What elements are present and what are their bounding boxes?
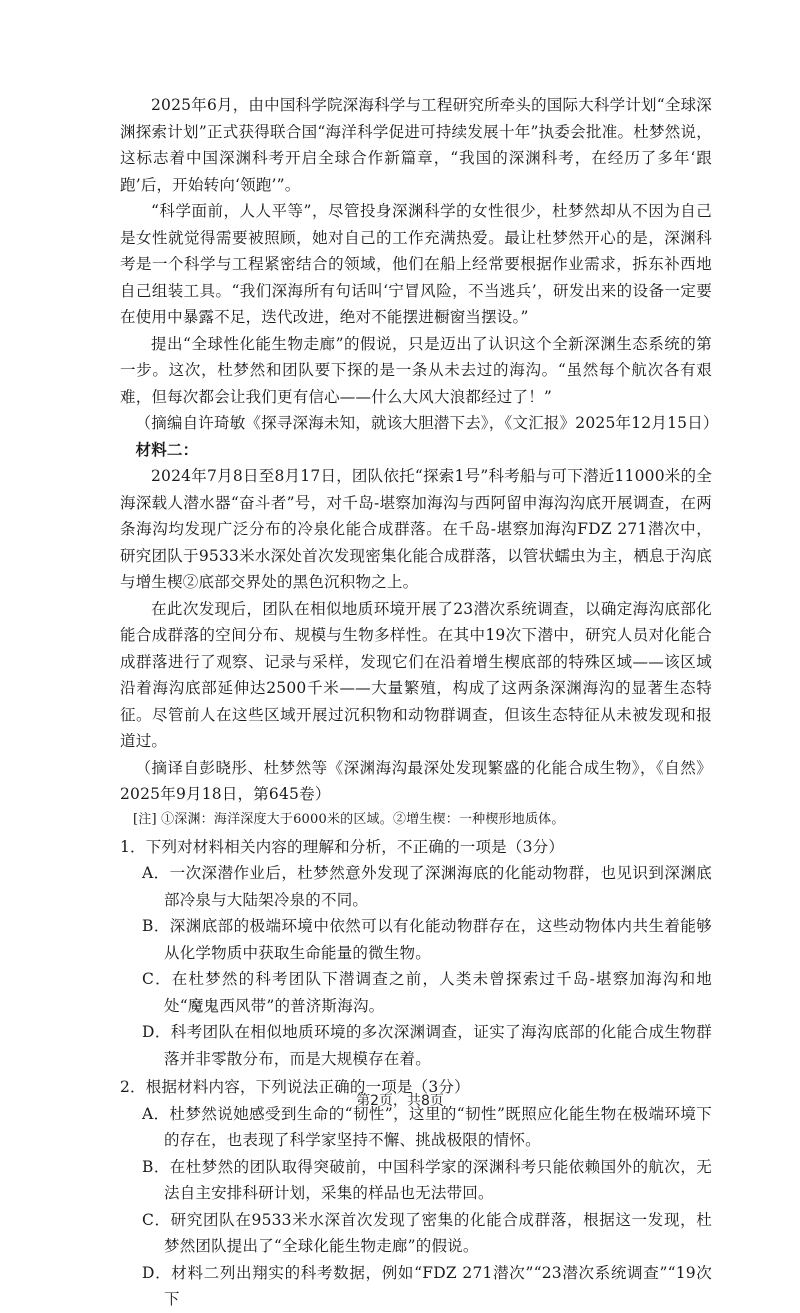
paragraph: 在此次发现后，团队在相似地质环境开展了23潜次系统调查，以确定海沟底部化能合成群落的空间分布、规模与生物多样性。在其中19次下潜中，研究人员对化能合成群落进行了观察、记录与采样，发现它们在沿着增生楔底部的特殊区域——该区域沿着海沟底部延伸达2500千米——大量繁殖，构成了这两条深渊海沟的显著生态特征。尽管前人在这些区域开展过沉积物和动物群调查，但该生态特征从未被发现和报道过。 [120, 599, 712, 750]
answer-option: A．一次深潜作业后，杜梦然意外发现了深渊海底的化能动物群，也见识到深渊底部冷泉与大陆架冷泉的不同。 [142, 864, 712, 909]
answer-option: D．科考团队在相似地质环境的多次深渊调查，证实了海沟底部的化能合成生物群落并非零散分布，而是大规模存在着。 [142, 1023, 712, 1068]
question-stem: 1．下列对材料相关内容的理解和分析，不正确的一项是（3分） [120, 837, 565, 856]
material-2 [120, 437, 712, 832]
answer-option: D．材料二列出翔实的科考数据，例如“FDZ 271潜次”“23潜次系统调查”“19次下 [142, 1263, 712, 1308]
paragraph: 2025年6月，由中国科学院深海科学与工程研究所牵头的国际大科学计划“全球深渊探索计划”正式获得联合国“海洋科学促进可持续发展十年”执委会批准。杜梦然说，这标志着中国深渊科考开启全球合作新篇章，“我国的深渊科考，在经历了多年‘跟跑’后，开始转向‘领跑’”。 [120, 96, 712, 194]
question-stem: 2．根据材料内容，下列说法正确的一项是（3分） [120, 1078, 470, 1096]
footnote: [注] ①深渊：海洋深度大于6000米的区域。②增生楔：一种楔形地质体。 [133, 811, 565, 827]
paragraph: 提出“全球性化能生物走廊”的假说，只是迈出了认识这个全新深渊生态系统的第一步。这次，杜梦然和团队要下探的是一条从未去过的海沟。“虽然每个航次各有艰难，但每次都会让我们更有信心——什么大风大浪都经过了！” [120, 334, 712, 406]
paragraph: 2024年7月8日至8月17日，团队依托“探索1号”科考船与可下潜近11000米的全海深载人潜水器“奋斗者”号，对千岛-堪察加海沟与西阿留申海沟沟底开展调查，在两条海沟均发现广泛分布的冷泉化能合成群落。在千岛-堪察加海沟FDZ 271潜次中，研究团队于9533米水深处首次发现密集化能合成群落，以管状蠕虫为主，栖息于沟底与增生楔②底部交界处的黑色沉积物之上。 [120, 467, 712, 591]
page-number: 第2页，共8页 [356, 1093, 444, 1109]
answer-option: B．在杜梦然的团队取得突破前，中国科学家的深渊科考只能依赖国外的航次，无法自主安排科研计划，采集的样品也无法带回。 [142, 1157, 712, 1202]
answer-option: C．在杜梦然的科考团队下潜调查之前，人类未曾探索过千岛-堪察加海沟和地处“魔鬼西风带”的普济斯海沟。 [142, 970, 712, 1015]
section-heading: 材料二： [135, 439, 199, 459]
answer-option: C．研究团队在9533米水深首次发现了密集的化能合成群落，根据这一发现，杜梦然团队提出了“全球化能生物走廊”的假说。 [142, 1210, 712, 1255]
answer-option: A．杜梦然说她感受到生命的“韧性”，这里的“韧性”既照应化能生物在极端环境下的存在，也表现了科学家坚持不懈、挑战极限的情怀。 [142, 1104, 712, 1149]
citation: （摘译自彭晓彤、杜梦然等《深渊海沟最深处发现繁盛的化能合成生物》，《自然》2025年9月18日，第645卷） [120, 758, 712, 803]
paragraph: “科学面前，人人平等”，尽管投身深渊科学的女性很少，杜梦然却从不因为自己是女性就觉得需要被照顾，她对自己的工作充满热爱。最让杜梦然开心的是，深渊科考是一个科学与工程紧密结合的领域，他们在船上经常要根据作业需求，拆东补西地自己组装工具。“我们深海所有句话叫‘宁冒风险，不当逃兵’，研发出来的设备一定要在使用中暴露不足，迭代改进，绝对不能摆进橱窗当摆设。” [120, 202, 712, 326]
question-1 [120, 834, 712, 1073]
citation: （摘编自许琦敏《探寻深海未知，就该大胆潜下去》，《文汇报》2025年12月15日） [135, 414, 719, 432]
material-1 [120, 92, 719, 437]
answer-option: B．深渊底部的极端环境中依然可以有化能动物群存在，这些动物体内共生着能够从化学物质中获取生命能量的微生物。 [142, 917, 712, 962]
